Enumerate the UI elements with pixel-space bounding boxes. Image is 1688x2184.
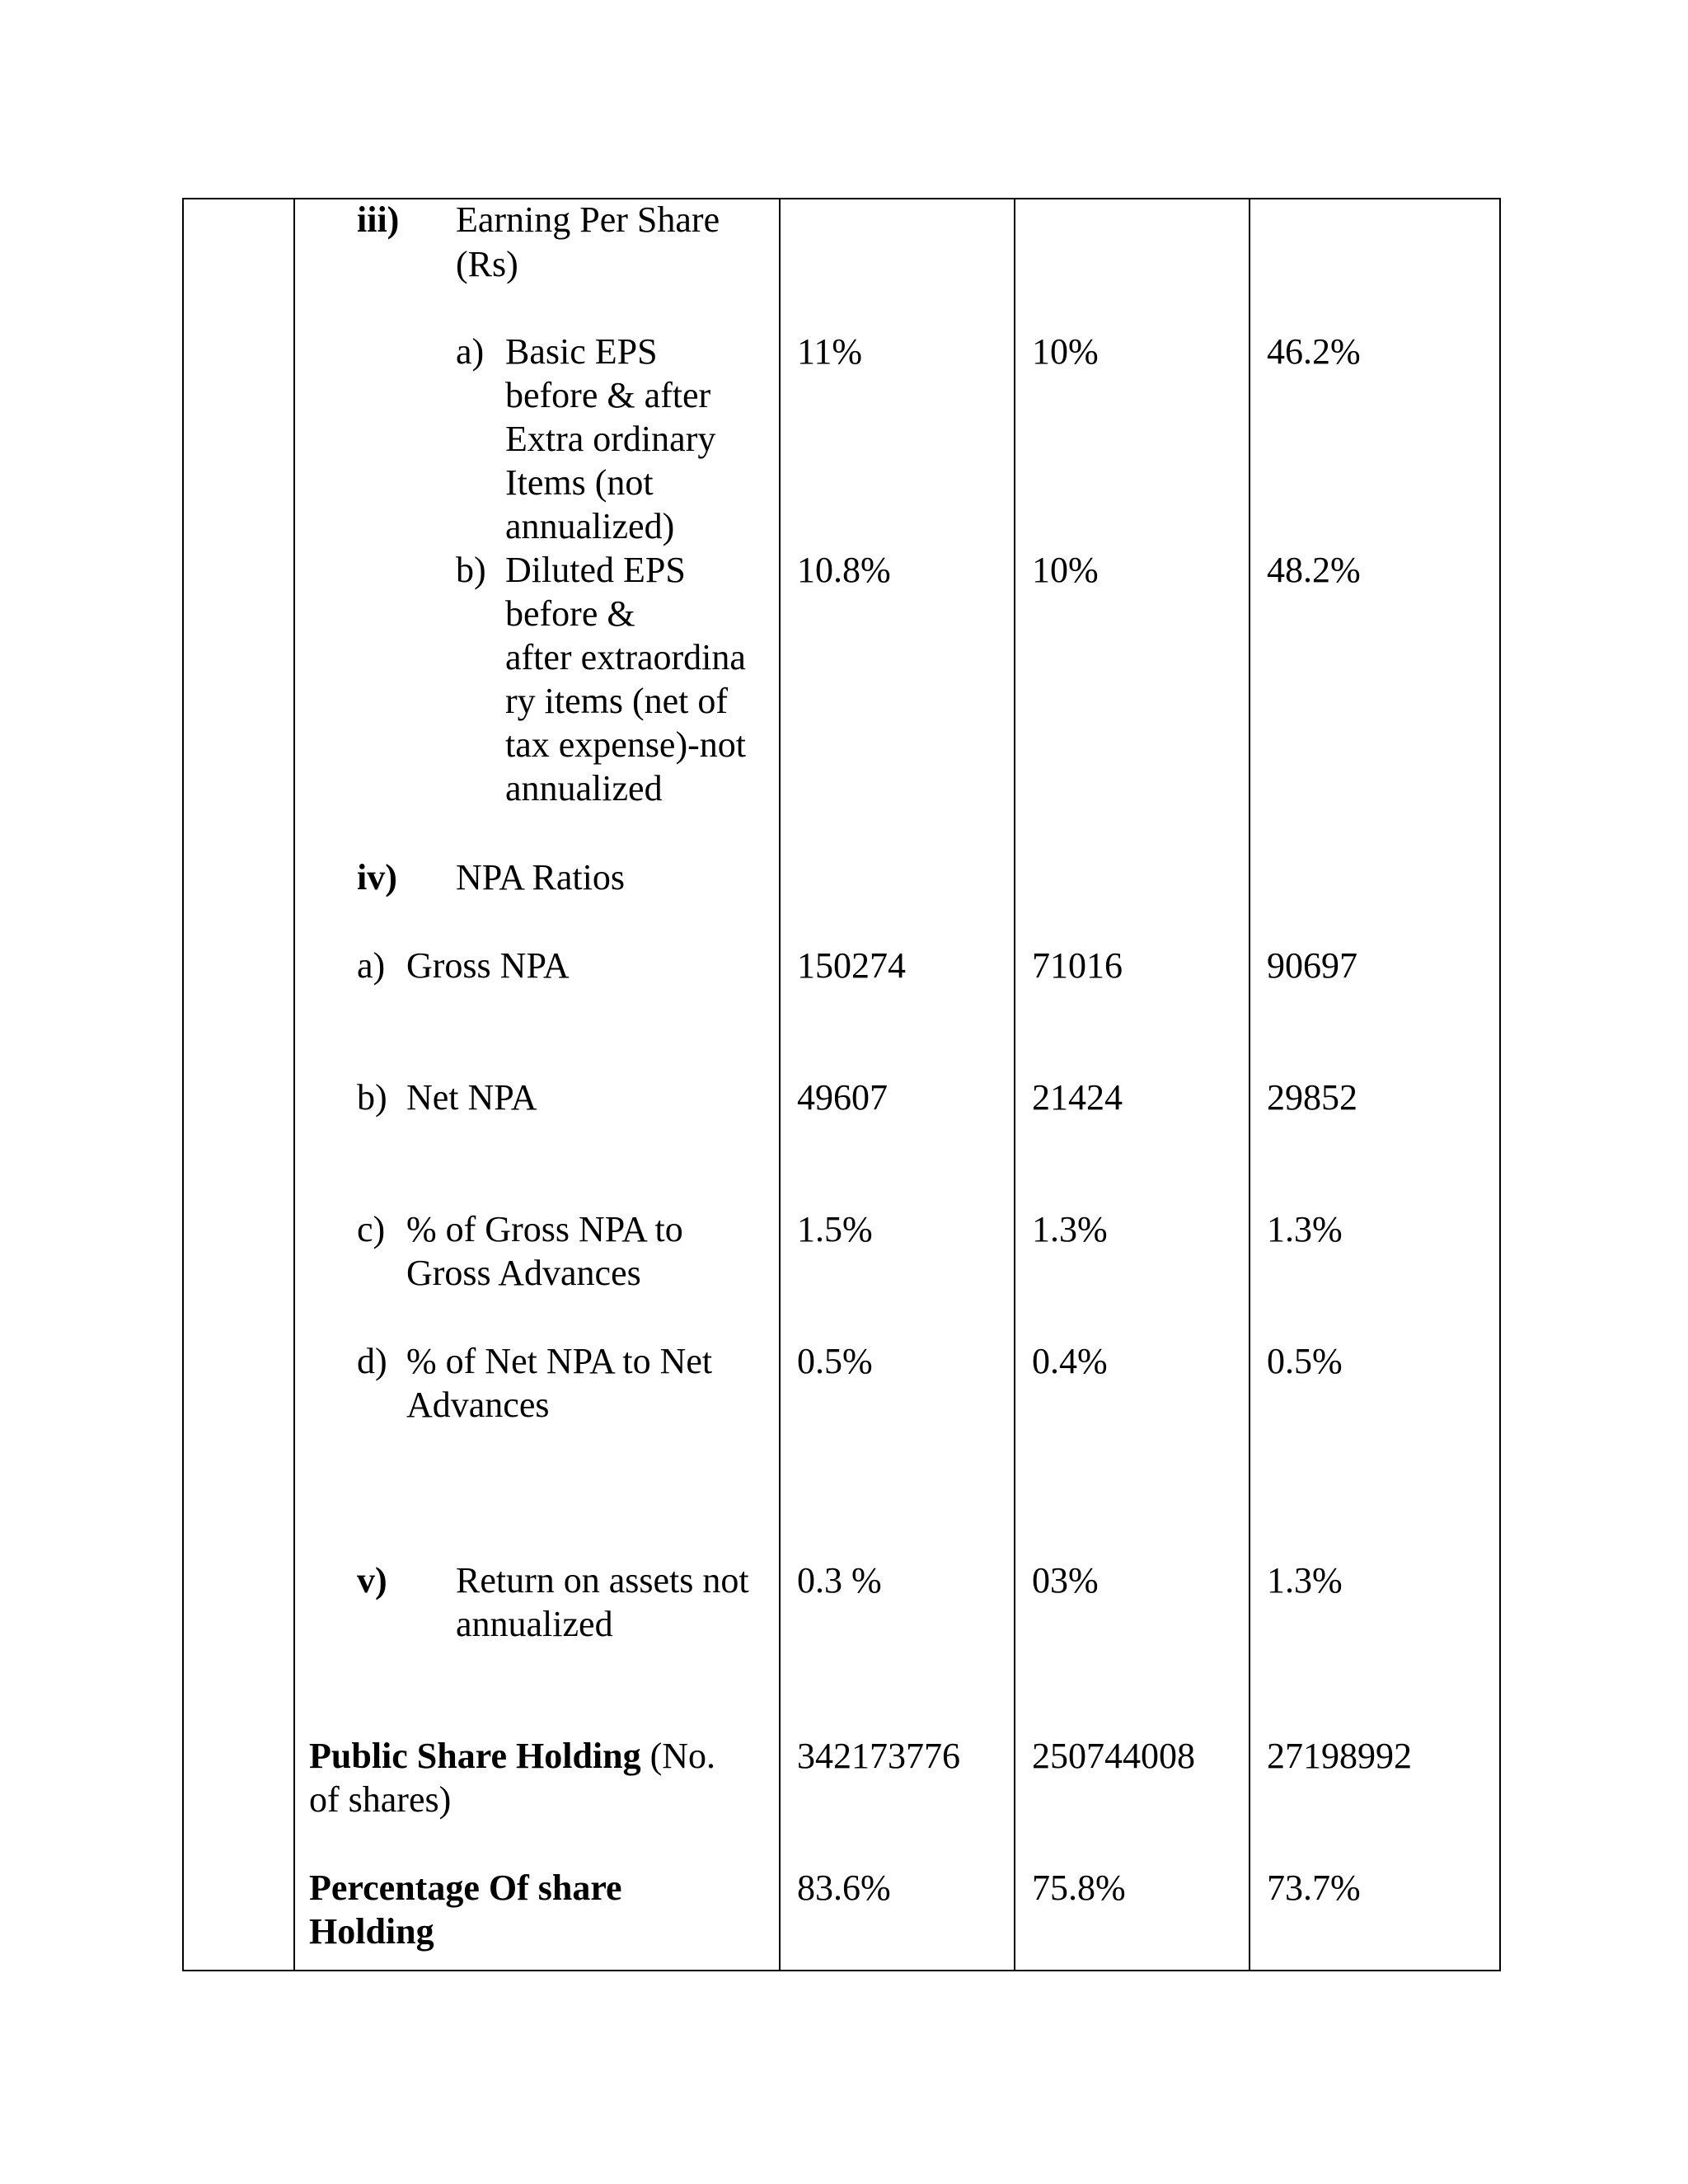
public-share-holding-rest: (No. (640, 1736, 716, 1776)
row-label-basic-eps-line: annualized) (505, 506, 675, 546)
section-number-roa: v) (357, 1560, 387, 1601)
section-label-npa: NPA Ratios (456, 857, 626, 898)
column-divider-1 (293, 198, 295, 1971)
percentage-share-holding-label-line-2: Holding (309, 1911, 434, 1952)
gross-npa-pct-value-2: 1.3% (1032, 1209, 1108, 1249)
roa-value-3: 1.3% (1267, 1560, 1343, 1601)
column-divider-2 (779, 198, 781, 1971)
gross-npa-value-1: 150274 (797, 945, 906, 986)
net-npa-value-3: 29852 (1267, 1077, 1357, 1118)
row-label-diluted-eps-line: tax expense)-not (505, 724, 746, 765)
percentage-share-holding-value-3: 73.7% (1267, 1868, 1361, 1908)
row-label-gross-npa-pct-line: Gross Advances (406, 1253, 641, 1293)
net-npa-pct-value-1: 0.5% (797, 1341, 873, 1381)
section-number-eps: iii) (357, 199, 400, 240)
row-label-diluted-eps-line: Diluted EPS (505, 550, 686, 590)
row-label-net-npa-pct-line: Advances (406, 1385, 550, 1425)
row-letter-gross-npa-pct: c) (357, 1209, 386, 1249)
row-letter-net-npa: b) (357, 1077, 387, 1118)
row-letter-diluted-eps: b) (456, 550, 486, 590)
row-label-diluted-eps-line: after extraordina (505, 637, 746, 677)
row-label-net-npa: Net NPA (406, 1077, 537, 1118)
section-label-eps: Earning Per Share (456, 199, 720, 240)
section-number-npa: iv) (357, 857, 397, 898)
row-label-basic-eps-line: Extra ordinary (505, 419, 716, 459)
section-label-roa: Return on assets not (456, 1560, 749, 1601)
diluted-eps-value-3: 48.2% (1267, 550, 1361, 590)
percentage-share-holding-value-2: 75.8% (1032, 1868, 1126, 1908)
row-label-diluted-eps-line: before & (505, 593, 635, 634)
row-label-gross-npa-pct-line: % of Gross NPA to (406, 1209, 683, 1249)
diluted-eps-value-2: 10% (1032, 550, 1099, 590)
percentage-share-holding-label: Percentage Of share (309, 1868, 622, 1908)
row-letter-net-npa-pct: d) (357, 1341, 387, 1381)
column-divider-3 (1014, 198, 1015, 1971)
net-npa-pct-value-2: 0.4% (1032, 1341, 1108, 1381)
basic-eps-value-2: 10% (1032, 331, 1099, 372)
section-label-roa-line-2: annualized (456, 1604, 613, 1644)
row-label-gross-npa: Gross NPA (406, 945, 570, 986)
row-label-diluted-eps-line: ry items (net of (505, 681, 729, 721)
row-label-basic-eps-line: Basic EPS (505, 331, 658, 372)
row-label-net-npa-pct-line: % of Net NPA to Net (406, 1341, 713, 1381)
roa-value-2: 03% (1032, 1560, 1099, 1601)
percentage-share-holding-value-1: 83.6% (797, 1868, 891, 1908)
roa-value-1: 0.3 % (797, 1560, 882, 1601)
gross-npa-pct-value-1: 1.5% (797, 1209, 873, 1249)
basic-eps-value-1: 11% (797, 331, 863, 372)
row-letter-gross-npa: a) (357, 945, 386, 986)
public-share-holding-label-line-2: of shares) (309, 1779, 452, 1820)
gross-npa-pct-value-3: 1.3% (1267, 1209, 1343, 1249)
public-share-holding-label (309, 1734, 715, 1779)
net-npa-pct-value-3: 0.5% (1267, 1341, 1343, 1381)
public-share-holding-bold: Public Share Holding (309, 1736, 641, 1776)
row-label-diluted-eps-line: annualized (505, 768, 663, 808)
row-letter-basic-eps: a) (456, 331, 485, 372)
public-share-holding-value-3: 27198992 (1267, 1736, 1412, 1776)
public-share-holding-value-2: 250744008 (1032, 1736, 1195, 1776)
row-label-basic-eps-line: before & after (505, 375, 711, 415)
gross-npa-value-2: 71016 (1032, 945, 1123, 986)
diluted-eps-value-1: 10.8% (797, 550, 891, 590)
public-share-holding-value-1: 342173776 (797, 1736, 960, 1776)
section-label-eps-unit: (Rs) (456, 244, 518, 284)
gross-npa-value-3: 90697 (1267, 945, 1357, 986)
row-label-basic-eps-line: Items (not (505, 462, 654, 503)
net-npa-value-1: 49607 (797, 1077, 888, 1118)
net-npa-value-2: 21424 (1032, 1077, 1123, 1118)
basic-eps-value-3: 46.2% (1267, 331, 1361, 372)
column-divider-4 (1249, 198, 1250, 1971)
